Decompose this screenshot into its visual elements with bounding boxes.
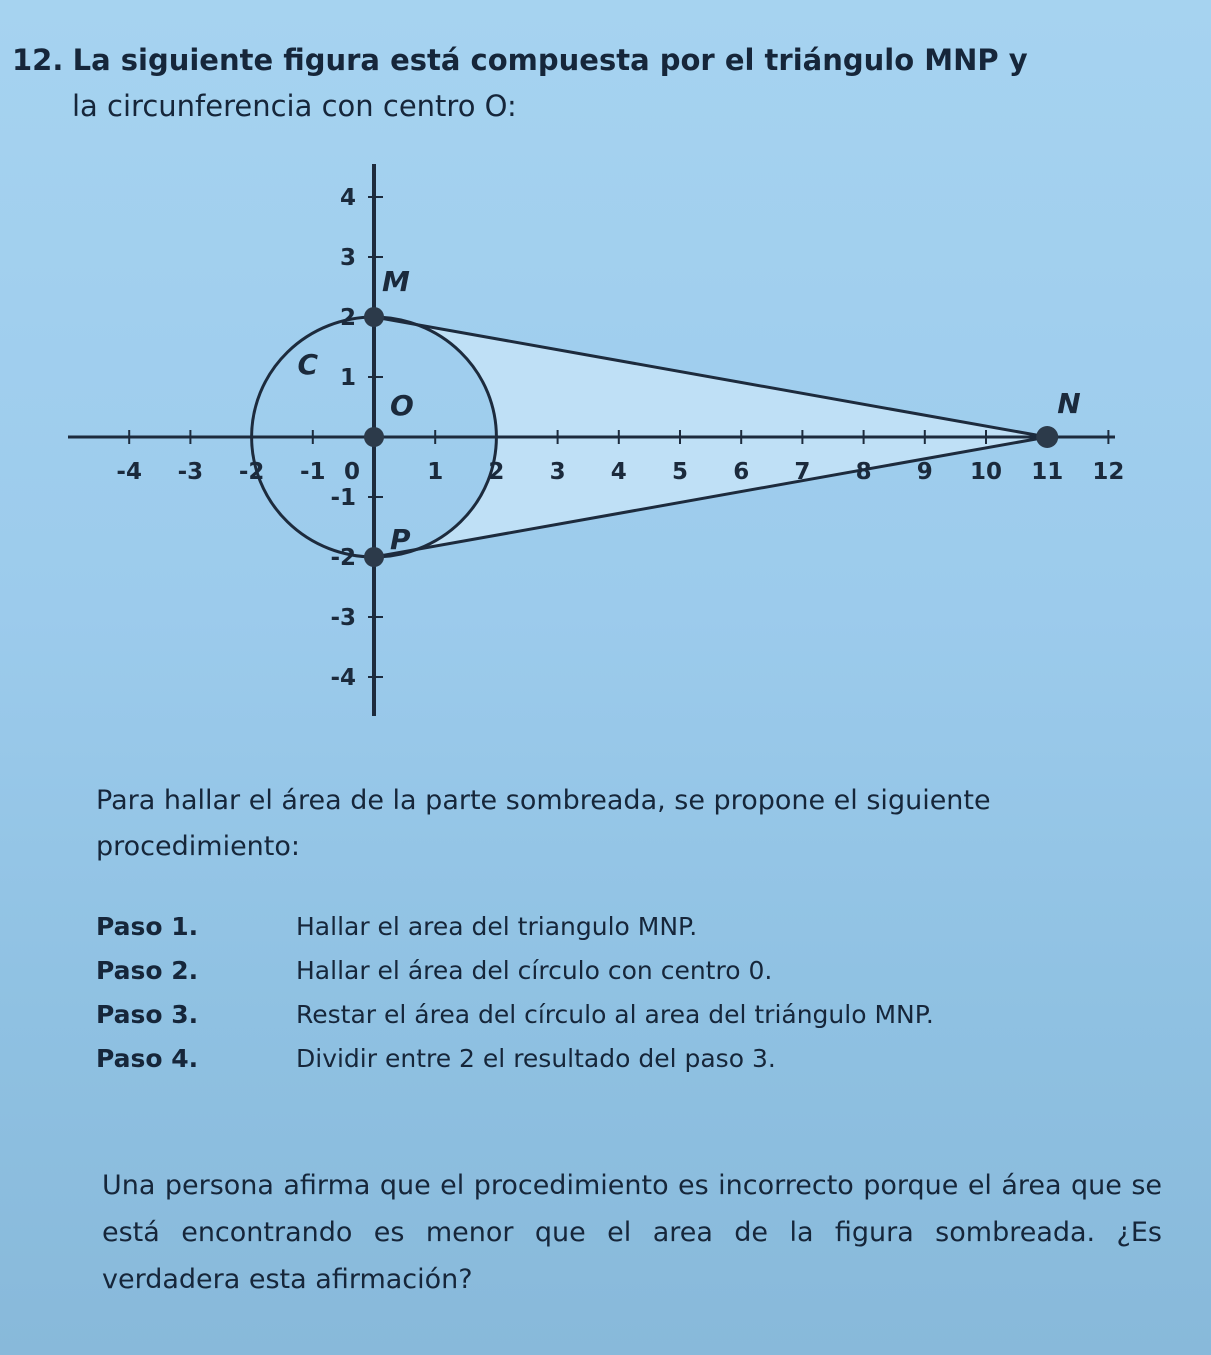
x-tick-label: 6 xyxy=(733,459,750,485)
label-c: C xyxy=(297,348,319,381)
closing-question: Una persona afirma que el procedimiento es incorrecto porque el área que se está encontrando es menor que el area de la figura sombreada. ¿Es verdadera esta afirmación? xyxy=(102,1170,1162,1295)
y-tick-label: -2 xyxy=(330,545,356,571)
x-tick-label: 2 xyxy=(488,459,505,485)
x-tick-label: -3 xyxy=(177,459,204,485)
x-tick-label: -2 xyxy=(238,459,265,485)
x-tick-label: 3 xyxy=(549,459,566,485)
step-text: Hallar el área del círculo con centro 0. xyxy=(296,956,773,985)
y-tick-label: -4 xyxy=(330,665,356,691)
step-text: Restar el área del círculo al area del triángulo MNP. xyxy=(296,1000,934,1029)
label-p: P xyxy=(390,523,411,556)
step-label: Paso 1. xyxy=(96,912,199,941)
procedure-intro: Para hallar el área de la parte sombreada, se propone el siguiente procedimiento: xyxy=(96,785,991,862)
question-title-line1: La siguiente figura está compuesta por el triángulo MNP y xyxy=(72,43,1028,77)
step-label: Paso 2. xyxy=(96,956,199,985)
question-header xyxy=(12,34,1202,132)
x-tick-label: 11 xyxy=(1031,459,1064,485)
y-tick-label: 4 xyxy=(339,185,356,211)
step-row xyxy=(96,1037,1176,1081)
x-tick-label: -4 xyxy=(116,459,142,485)
y-tick-label: 2 xyxy=(339,305,356,331)
x-tick-label: 1 xyxy=(427,459,444,485)
step-row xyxy=(96,949,1176,993)
step-text: Dividir entre 2 el resultado del paso 3. xyxy=(296,1044,776,1073)
step-row xyxy=(96,993,1176,1037)
step-row xyxy=(96,905,1176,949)
x-tick-label: 10 xyxy=(969,459,1003,485)
step-text: Hallar el area del triangulo MNP. xyxy=(296,912,698,941)
step-label: Paso 4. xyxy=(96,1044,199,1073)
y-tick-label: 1 xyxy=(339,365,356,391)
x-tick-label: -1 xyxy=(300,459,326,485)
point-p xyxy=(364,547,384,567)
point-m xyxy=(364,307,384,327)
label-n: N xyxy=(1057,387,1081,420)
y-tick-label: 3 xyxy=(339,245,356,271)
x-tick-label: 5 xyxy=(671,459,689,485)
x-tick-label: 8 xyxy=(855,459,872,485)
question-title-line2: la circunferencia con centro O: xyxy=(72,89,517,123)
procedure-steps xyxy=(96,905,1176,1081)
x-tick-label: 12 xyxy=(1092,459,1125,485)
x-tick-label: 9 xyxy=(916,459,933,485)
x-tick-label: 7 xyxy=(794,459,811,485)
x-tick-label: 0 xyxy=(343,459,361,485)
x-tick-label: 4 xyxy=(610,459,627,485)
question-number: 12. xyxy=(12,43,64,77)
label-m: M xyxy=(382,265,410,298)
step-label: Paso 3. xyxy=(96,1000,199,1029)
point-n xyxy=(1036,426,1058,448)
point-o xyxy=(364,427,384,447)
y-tick-label: -1 xyxy=(330,485,356,511)
label-o: O xyxy=(390,389,414,422)
y-tick-label: -3 xyxy=(330,605,356,631)
geometry-figure xyxy=(0,150,1211,730)
